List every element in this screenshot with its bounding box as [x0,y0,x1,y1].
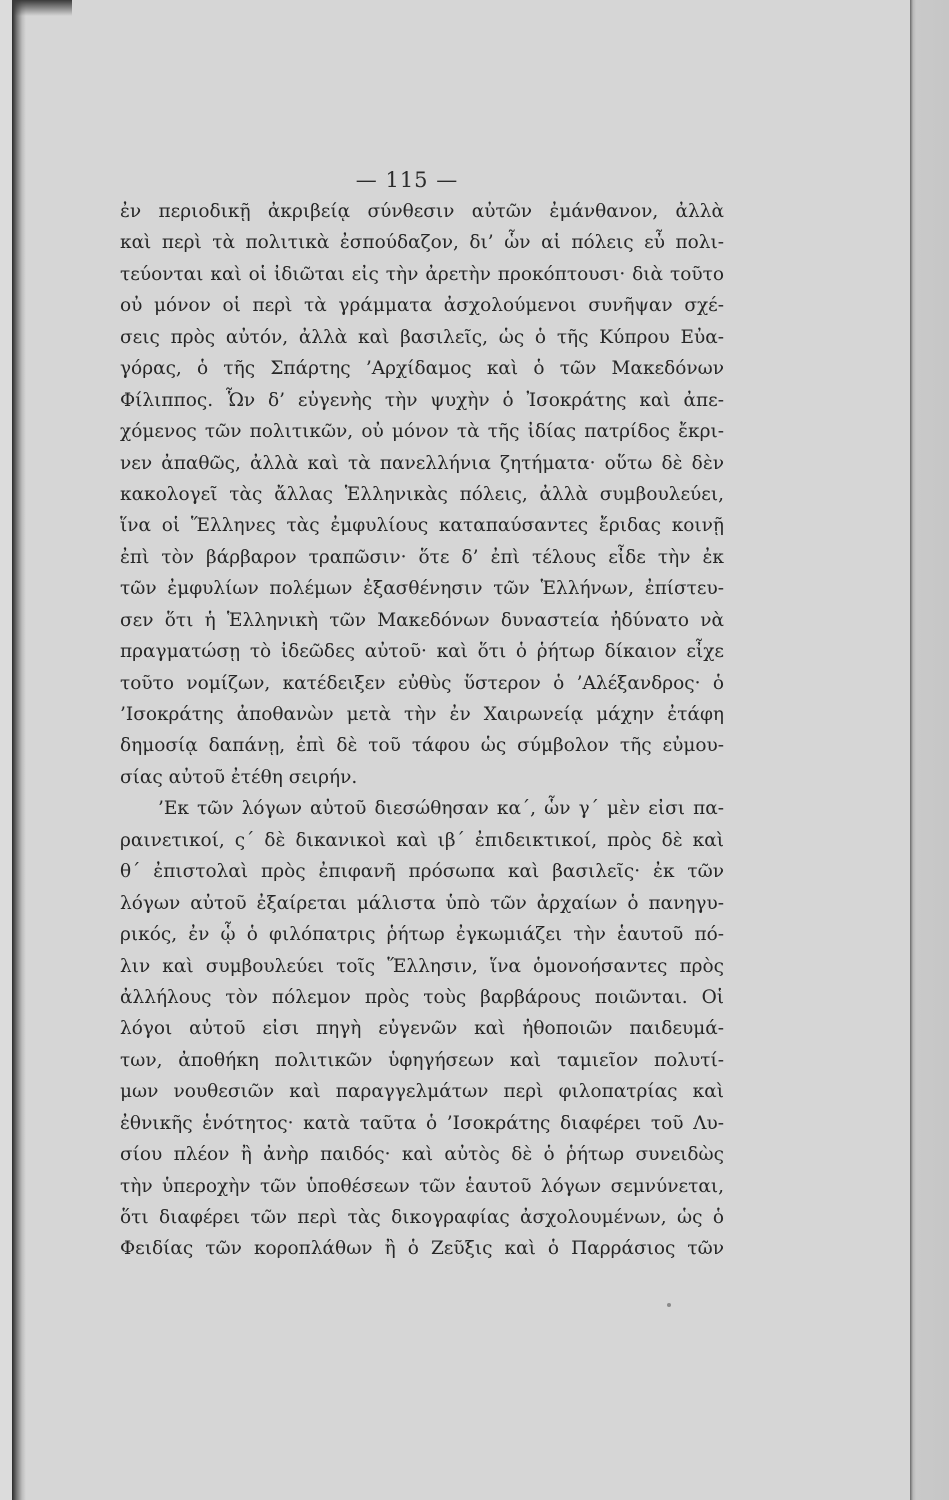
text-line: ὅτι διαφέρει τῶν περὶ τὰς δικογραφίας ἀσχολουμένων, ὡς ὁ [120,1207,724,1228]
text-line: των, ἀποθήκη πολιτικῶν ὑφηγήσεων καὶ ταμιεῖον πολυτί- [120,1049,724,1071]
paper-speck [667,1303,671,1307]
text-line: πραγματώσῃ τὸ ἰδεῶδες αὐτοῦ· καὶ ὅτι ὁ ῥήτωρ δίκαιον εἶχε [120,641,724,663]
text-line: τὴν ὑπεροχὴν τῶν ὑποθέσεων τῶν ἑαυτοῦ λόγων σεμνύνεται, [120,1175,724,1197]
text-line: καὶ περὶ τὰ πολιτικὰ ἐσπούδαζον, δι’ ὧν αἱ πόλεις εὖ πολι- [120,232,724,254]
text-line: τεύονται καὶ οἱ ἰδιῶται εἰς τὴν ἀρετὴν προκόπτουσι· διὰ τοῦτο [120,263,724,285]
text-line: Φειδίας τῶν κοροπλάθων ἢ ὁ Ζεῦξις καὶ ὁ Παρράσιος τῶν [120,1238,724,1260]
text-line: θ΄ ἐπιστολαὶ πρὸς ἐπιφανῆ πρόσωπα καὶ βασιλεῖς· ἐκ τῶν [120,861,724,883]
paragraph-start-line: ’Εκ τῶν λόγων αὐτοῦ διεσώθησαν κα΄, ὧν γ΄ μὲν εἰσι πα- [158,798,724,820]
text-line: δημοσίᾳ δαπάνῃ, ἐπὶ δὲ τοῦ τάφου ὡς σύμβολον τῆς εὐμου- [120,735,724,757]
text-line: τοῦτο νομίζων, κατέδειξεν εὐθὺς ὕστερον ὁ ’Αλέξανδρος· ὁ [120,672,724,694]
text-line: ἵνα οἱ Ἕλληνες τὰς ἐμφυλίους καταπαύσαντες ἔριδας κοινῇ [120,515,724,537]
text-line: λόγων αὐτοῦ ἐξαίρεται μάλιστα ὑπὸ τῶν ἀρχαίων ὁ πανηγυ- [120,892,724,914]
text-line: ἐθνικῆς ἑνότητος· κατὰ ταῦτα ὁ ’Ισοκράτης διαφέρει τοῦ Λυ- [120,1112,724,1134]
page-number: — 115 — [355,168,459,192]
page-edge [910,0,949,1500]
text-line: νεν ἀπαθῶς, ἀλλὰ καὶ τὰ πανελλήνια ζητήματα· οὕτω δὲ δὲν [120,452,724,474]
binding-shadow [12,0,26,1500]
text-line: λιν καὶ συμβουλεύει τοῖς Ἕλλησιν, ἵνα ὁμονοήσαντες πρὸς [120,955,724,977]
text-line: ἀλλήλους τὸν πόλεμον πρὸς τοὺς βαρβάρους ποιῶνται. Οἱ [120,986,724,1008]
text-line: Φίλιππος. Ὧν δ’ εὐγενὴς τὴν ψυχὴν ὁ Ἰσοκράτης καὶ ἀπε- [120,389,724,411]
text-line: ραινετικοί, ς΄ δὲ δικανικοὶ καὶ ιβ΄ ἐπιδεικτικοί, πρὸς δὲ καὶ [120,829,724,851]
text-line: λόγοι αὐτοῦ εἰσι πηγὴ εὐγενῶν καὶ ἠθοποιῶν παιδευμά- [120,1018,724,1040]
text-line: χόμενος τῶν πολιτικῶν, οὐ μόνον τὰ τῆς ἰδίας πατρίδος ἔκρι- [120,421,724,443]
scan-edge-mark [12,0,72,16]
text-line: μων νουθεσιῶν καὶ παραγγελμάτων περὶ φιλοπατρίας καὶ [120,1081,724,1103]
text-line: ἐπὶ τὸν βάρβαρον τραπῶσιν· ὅτε δ’ ἐπὶ τέλους εἶδε τὴν ἐκ [120,546,724,568]
text-line: σίου πλέον ἢ ἀνὴρ παιδός· καὶ αὐτὸς δὲ ὁ ῥήτωρ συνειδὼς [120,1144,724,1166]
text-line: τῶν ἐμφυλίων πολέμων ἐξασθένησιν τῶν Ἑλλήνων, ἐπίστευ- [120,578,724,600]
text-line: σεν ὅτι ἡ Ἑλληνικὴ τῶν Μακεδόνων δυναστεία ἠδύνατο νὰ [120,609,724,631]
text-line: ρικός, ἐν ᾧ ὁ φιλόπατρις ῥήτωρ ἐγκωμιάζει τὴν ἑαυτοῦ πό- [120,924,724,946]
body-text [120,196,724,1265]
text-line: γόρας, ὁ τῆς Σπάρτης ’Αρχίδαμος καὶ ὁ τῶν Μακεδόνων [120,358,724,380]
text-line: ἐν περιοδικῇ ἀκριβείᾳ σύνθεσιν αὐτῶν ἐμάνθανον, ἀλλὰ [120,201,724,222]
text-line: κακολογεῖ τὰς ἄλλας Ἑλληνικὰς πόλεις, ἀλλὰ συμβουλεύει, [120,483,724,505]
text-line: ’Ισοκράτης ἀποθανὼν μετὰ τὴν ἐν Χαιρωνείᾳ μάχην ἐτάφη [120,704,724,725]
book-page [12,0,910,1500]
paragraph-end-line: σίας αὐτοῦ ἐτέθη σειρήν. [120,766,358,788]
text-line: σεις πρὸς αὐτόν, ἀλλὰ καὶ βασιλεῖς, ὡς ὁ τῆς Κύπρου Εὐα- [120,326,724,348]
text-line: οὐ μόνον οἱ περὶ τὰ γράμματα ἀσχολούμενοι συνῆψαν σχέ- [120,295,724,317]
